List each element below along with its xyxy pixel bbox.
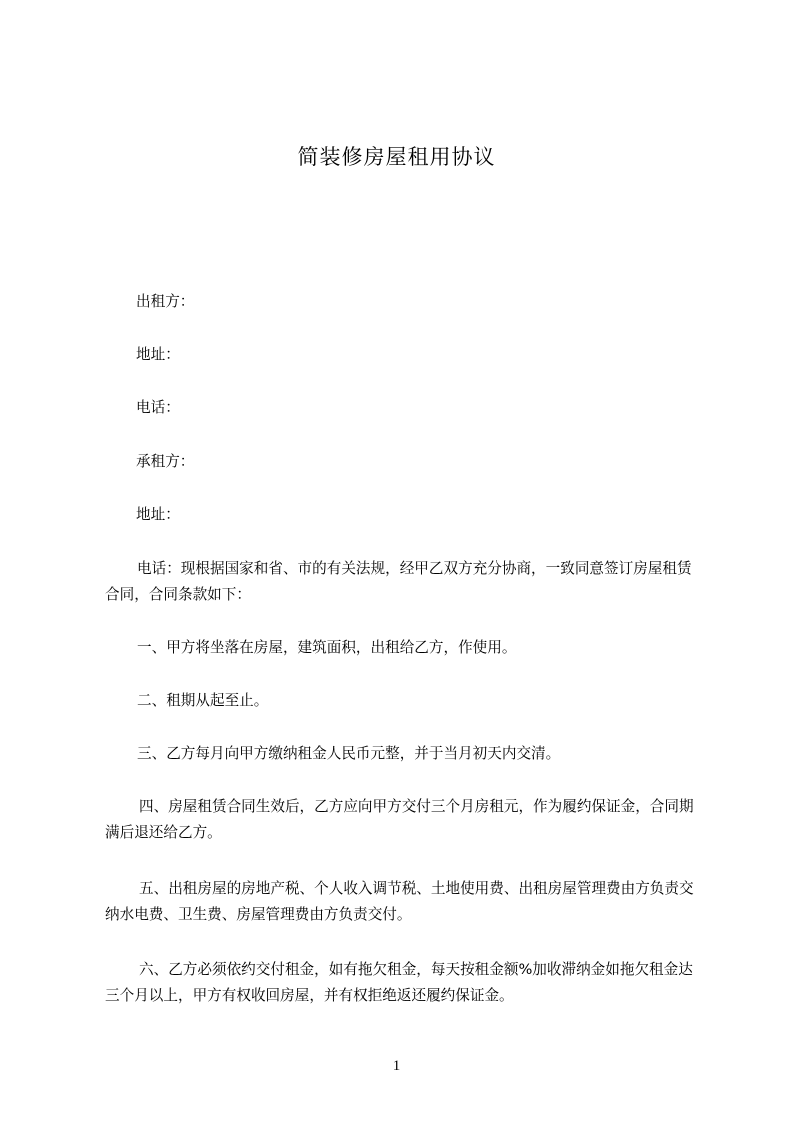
clause-4: 四、房屋租赁合同生效后，乙方应向甲方交付三个月房租元，作为履约保证金，合同期满后退还给乙方。 [105, 798, 694, 841]
lessee-address-field: 地址： [136, 506, 180, 523]
lessee-field: 承租方： [136, 453, 195, 470]
lessor-address-field: 地址： [136, 346, 180, 363]
lessor-phone-field: 电话： [136, 399, 180, 416]
clause-3: 三、乙方每月向甲方缴纳租金人民币元整，并于当月初天内交清。 [137, 745, 561, 762]
page-number: 1 [392, 1058, 401, 1074]
clause-2: 二、租期从起至止。 [137, 692, 269, 709]
clause-1: 一、甲方将坐落在房屋，建筑面积，出租给乙方，作使用。 [137, 639, 517, 656]
document-title: 简装修房屋租用协议 [297, 145, 496, 169]
clause-5: 五、出租房屋的房地产税、个人收入调节税、土地使用费、出租房屋管理费由方负责交纳水电费、卫生费、房屋管理费由方负责交付。 [105, 880, 694, 923]
clause-6: 六、乙方必须依约交付租金，如有拖欠租金，每天按租金额%加收滞纳金如拖欠租金达三个月以上，甲方有权收回房屋，并有权拒绝返还履约保证金。 [105, 961, 693, 1004]
lessor-field: 出租方： [136, 293, 195, 310]
intro-paragraph: 电话：现根据国家和省、市的有关法规，经甲乙双方充分协商，一致同意签订房屋租赁合同，合同条款如下： [105, 560, 692, 603]
